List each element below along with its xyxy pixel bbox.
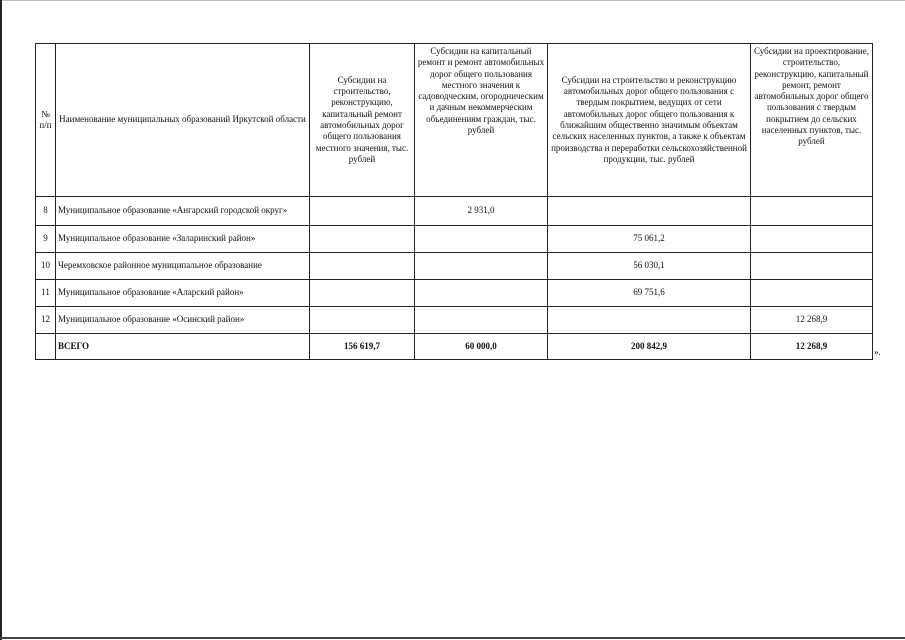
table-row — [36, 280, 873, 307]
row-c1 — [310, 253, 415, 280]
row-c3: 56 030,1 — [548, 253, 751, 280]
table-row — [36, 307, 873, 334]
row-name: Муниципальное образование «Ангарский городской округ» — [56, 197, 310, 226]
row-c4 — [751, 197, 873, 226]
page-top-edge — [0, 0, 905, 1]
row-c4 — [751, 280, 873, 307]
row-c4: 12 268,9 — [751, 307, 873, 334]
total-c1: 156 619,7 — [310, 334, 415, 360]
header-name: Наименование муниципальных образований Иркутской области — [56, 44, 310, 197]
row-c1 — [310, 307, 415, 334]
row-name: Муниципальное образование «Заларинский район» — [56, 226, 310, 253]
row-name: Муниципальное образование «Аларский район» — [56, 280, 310, 307]
row-name: Муниципальное образование «Осинский район» — [56, 307, 310, 334]
row-c3 — [548, 197, 751, 226]
row-c2: 2 931,0 — [415, 197, 548, 226]
header-col3: Субсидии на строительство и реконструкцию автомобильных дорог общего пользования с твердым покрытием, ведущих от сети автомобильных дорог общего пользования к ближайшим общественно значимым объектам сельских населенных пунктов, а также к объектам производства и переработки сельскохозяйственной продукции, тыс. рублей — [548, 44, 751, 197]
total-c3: 200 842,9 — [548, 334, 751, 360]
table-row — [36, 197, 873, 226]
row-num: 12 — [36, 307, 56, 334]
page-bottom-edge — [0, 637, 905, 639]
row-num: 8 — [36, 197, 56, 226]
total-label: ВСЕГО — [56, 334, 310, 360]
closing-quote-mark: ». — [874, 347, 881, 357]
total-c2: 60 000,0 — [415, 334, 548, 360]
row-c1 — [310, 226, 415, 253]
row-c3: 75 061,2 — [548, 226, 751, 253]
subsidies-table — [35, 43, 873, 360]
row-num: 9 — [36, 226, 56, 253]
table-row — [36, 253, 873, 280]
table-row — [36, 226, 873, 253]
header-col4: Субсидии на проектирование, строительство, реконструкцию, капитальный ремонт, ремонт автомобильных дорог общего пользования с твердым покрытием до сельских населенных пунктов, тыс. рублей — [751, 44, 873, 197]
header-col2: Субсидии на капитальный ремонт и ремонт автомобильных дорог общего пользования местного значения к садоводческим, огородническим и дачным некоммерческим объединениям граждан, тыс. рублей — [415, 44, 548, 197]
row-c1 — [310, 280, 415, 307]
row-num: 11 — [36, 280, 56, 307]
total-row — [36, 334, 873, 360]
header-num: № п/п — [36, 44, 56, 197]
row-c2 — [415, 253, 548, 280]
row-num: 10 — [36, 253, 56, 280]
row-c4 — [751, 253, 873, 280]
row-c4 — [751, 226, 873, 253]
row-c1 — [310, 197, 415, 226]
table-header-row — [36, 44, 873, 197]
row-c3: 69 751,6 — [548, 280, 751, 307]
row-name: Черемховское районное муниципальное образование — [56, 253, 310, 280]
row-c2 — [415, 307, 548, 334]
header-col1: Субсидии на строительство, реконструкцию, капитальный ремонт автомобильных дорог общего пользования местного значения, тыс. рублей — [310, 44, 415, 197]
row-c2 — [415, 226, 548, 253]
total-c4: 12 268,9 — [751, 334, 873, 360]
page-left-edge — [0, 0, 2, 640]
total-num — [36, 334, 56, 360]
row-c2 — [415, 280, 548, 307]
row-c3 — [548, 307, 751, 334]
